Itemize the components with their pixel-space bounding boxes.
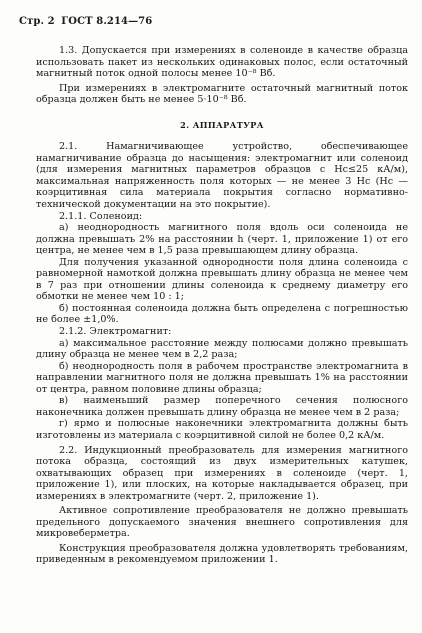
page-number: Стр. 2 xyxy=(19,16,55,27)
paragraph-2-1-2-b: б) неоднородность поля в рабочем пространстве электромагнита в направлении магнитного поля не должна превышать 1% на расстоянии от центра, равном половине длины образца; xyxy=(36,360,408,395)
page-content xyxy=(36,45,408,566)
paragraph-2-1-1-b: б) постоянная соленоида должна быть определена с погрешностью не более ±1,0%. xyxy=(36,302,408,326)
paragraph-1-3: 1.3. Допускается при измерениях в соленоиде в качестве образца использовать пакет из нескольких одинаковых полос, если остаточный магнитный поток одной полосы менее 10⁻⁸ Вб. xyxy=(36,45,408,80)
section-title: 2. АППАРАТУРА xyxy=(180,119,264,130)
paragraph-2-1-2-heading: 2.1.2. Электромагнит: xyxy=(59,326,172,338)
paragraph-2-1-2-a: а) максимальное расстояние между полюсами должно превышать длину образца не менее чем в 2,2 раза; xyxy=(36,337,408,361)
standard-number: ГОСТ 8.214—76 xyxy=(61,16,153,27)
paragraph-2-2-design: Конструкция преобразователя должна удовлетворять требованиям, приведенным в рекомендуемом приложении 1. xyxy=(36,542,408,566)
paragraph-2-2: 2.2. Индукционный преобразователь для измерения магнитного потока образца, состоящий из двух измерительных катушек, охватывающих образец при измерениях в соленоиде (черт. 1, приложение 1), или плоских, на которые накладывается образец, при измерениях в электромагните (черт. 2, приложение 1). xyxy=(36,444,408,502)
paragraph-2-2-resistance: Активное сопротивление преобразователя не должно превышать предельного допускаемого значения внешнего сопротивления для микровеберметра. xyxy=(36,505,408,540)
paragraph-2-1-2-g: г) ярмо и полюсные наконечники электромагнита должны быть изготовлены из материала с коэрцитивной силой не более 0,2 кА/м. xyxy=(36,418,408,441)
paragraph-2-1: 2.1. Намагничивающее устройство, обеспечивающее намагничивание образца до насыщения: электромагнит или соленоид (для измерения магнитных параметров образцов с Hc≤25 кА/м), максимальная напряженность поля которых — не менее 3 Hc (Hc — коэрцитивная сила материала покрытия согласно нормативно-технической документации на это покрытие). xyxy=(36,141,408,211)
paragraph-2-1-1-a: а) неоднородность магнитного поля вдоль оси соленоида не должна превышать 2% на расстоянии h (черт. 1, приложение 1) от его центра, не менее чем в 1,5 раза превышающем длину образца. xyxy=(36,222,408,257)
page-header xyxy=(19,16,152,27)
paragraph-1-3-electromagnet: При измерениях в электромагните остаточный магнитный поток образца должен быть не менее 5·10⁻⁸ Вб. xyxy=(36,82,408,106)
paragraph-2-1-1-heading: 2.1.1. Соленоид: xyxy=(59,210,143,222)
paragraph-2-1-2-v: в) наименьший размер поперечного сечения полюсного наконечника должен превышать длину образца не менее чем в 2 раза; xyxy=(36,395,408,418)
paragraph-2-1-1-uniformity: Для получения указанной однородности поля длина соленоида с равномерной намоткой должна превышать длину образца не менее чем в 7 раз при отношении длины соленоида к среднему диаметру его обмотки не менее чем 10 : 1; xyxy=(36,256,408,303)
